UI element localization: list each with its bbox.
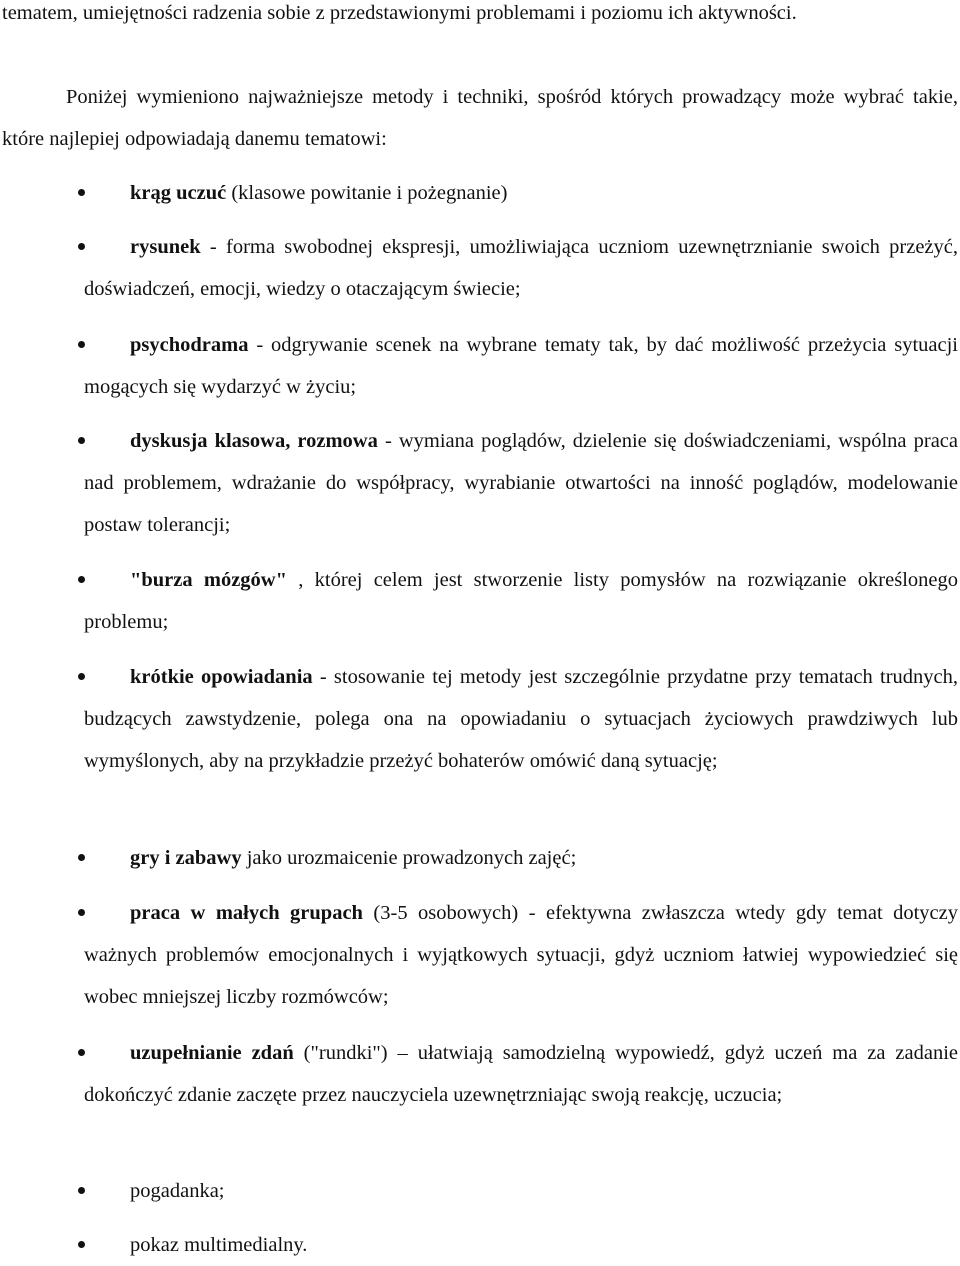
list-item-text: [84, 1224, 958, 1266]
list-item-text: [84, 892, 958, 1018]
list-item: [84, 1170, 958, 1212]
bullet-icon: [78, 1241, 85, 1248]
bullet-icon: [78, 341, 85, 348]
method-description: - stosowanie tej metody jest szczególnie przydatne przy tematach trudnych, budzących zawstydzenie, polega ona na opowiadaniu o sytuacjach życiowych prawdziwych lub wymyślonych, aby na przykładzie przeżyć bohaterów omówić daną sytuację;: [84, 666, 958, 772]
bullet-icon: [78, 576, 85, 583]
bullet-icon: [78, 437, 85, 444]
method-term: krótkie opowiadania: [130, 666, 313, 688]
list-item-text: [84, 837, 958, 879]
method-term: dyskusja klasowa, rozmowa: [130, 430, 378, 452]
list-item-text: [84, 1032, 958, 1116]
list-item-text: [84, 226, 958, 310]
list-item: [84, 324, 958, 408]
method-description: (klasowe powitanie i pożegnanie): [226, 182, 508, 204]
list-item: [84, 420, 958, 546]
list-item: [84, 892, 958, 1018]
method-description: jako urozmaicenie prowadzonych zajęć;: [241, 847, 577, 869]
method-description: ("rundki") – ułatwiają samodzielną wypowiedź, gdyż uczeń ma za zadanie dokończyć zdanie zaczęte przez nauczyciela uzewnętrzniając swoją reakcję, uczucia;: [84, 1042, 958, 1106]
list-item: [84, 1032, 958, 1116]
method-description: pogadanka;: [130, 1180, 225, 1202]
list-item: [84, 172, 958, 214]
method-term: psychodrama: [130, 334, 249, 356]
list-item: [84, 656, 958, 782]
list-item-text: [84, 656, 958, 782]
method-term: uzupełnianie zdań: [130, 1042, 294, 1064]
method-description: (3-5 osobowych) - efektywna zwłaszcza wtedy gdy temat dotyczy ważnych problemów emocjonalnych i wyjątkowych sytuacji, gdyż uczniom łatwiej wypowiedzieć się wobec mniejszej liczby rozmówców;: [84, 902, 958, 1008]
bullet-icon: [78, 189, 85, 196]
bullet-icon: [78, 909, 85, 916]
list-item: [84, 226, 958, 310]
intro-paragraph: Poniżej wymieniono najważniejsze metody i techniki, spośród których prowadzący może wybrać takie, które najlepiej odpowiadają danemu tematowi:: [2, 86, 958, 150]
bullet-icon: [78, 1187, 85, 1194]
method-description: - forma swobodnej ekspresji, umożliwiająca uczniom uzewnętrznianie swoich przeżyć, doświadczeń, emocji, wiedzy o otaczającym świecie;: [84, 236, 958, 300]
list-item-text: [84, 420, 958, 546]
list-item-text: [84, 1170, 958, 1212]
list-item-text: [84, 172, 958, 214]
list-item-text: [84, 559, 958, 643]
method-term: gry i zabawy: [130, 847, 242, 869]
bullet-icon: [78, 243, 85, 250]
method-description: - wymiana poglądów, dzielenie się doświadczeniami, wspólna praca nad problemem, wdrażanie do współpracy, wyrabianie otwartości na inność poglądów, modelowanie postaw tolerancji;: [84, 430, 958, 536]
method-term: krąg uczuć: [130, 182, 227, 204]
method-description: , której celem jest stworzenie listy pomysłów na rozwiązanie określonego problemu;: [84, 569, 958, 633]
bullet-icon: [78, 673, 85, 680]
list-item: [84, 837, 958, 879]
list-item-text: [84, 324, 958, 408]
method-term: praca w małych grupach: [130, 902, 363, 924]
list-item: [84, 559, 958, 643]
bullet-icon: [78, 1049, 85, 1056]
method-term: "burza mózgów": [130, 569, 287, 591]
method-term: rysunek: [130, 236, 201, 258]
method-description: - odgrywanie scenek na wybrane tematy tak, by dać możliwość przeżycia sytuacji mogących się wydarzyć w życiu;: [84, 334, 958, 398]
intro-paragraph-continuation: tematem, umiejętności radzenia sobie z przedstawionymi problemami i poziomu ich aktywności.: [2, 2, 797, 24]
list-item: [84, 1224, 958, 1266]
bullet-icon: [78, 854, 85, 861]
method-description: pokaz multimedialny.: [130, 1234, 308, 1256]
